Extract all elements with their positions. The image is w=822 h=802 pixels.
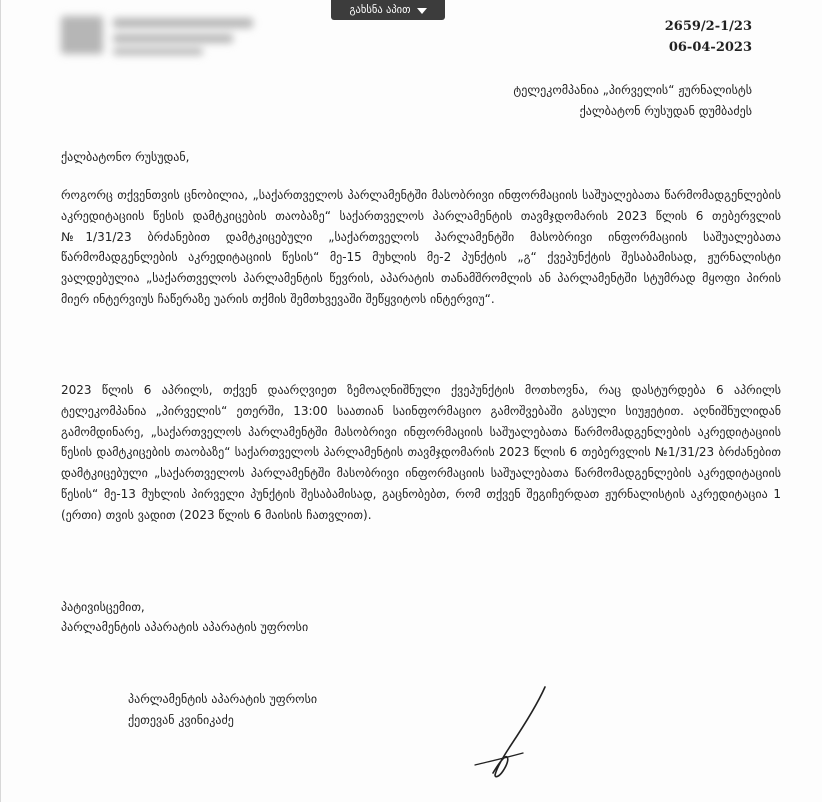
signatory-title: პარლამენტის აპარატის უფროსი	[128, 692, 318, 706]
body-paragraph-1: როგორც თქვენთვის ცნობილია, „საქართველოს პარლამენტში მასობრივი ინფორმაციის საშუალებათა წარმომადგენლების აკრედიტაციის წესის დამტკიცების თაობაზე“ საქართველოს პარლამენტის თავმჯდომარის 2023 წლის 6 თებერვლის №1/31/23 ბრძანებით დამტკიცებული „საქართველოს პარლამენტში მასობრივი ინფორმაციის საშუალებათა წარმომადგენლების აკრედიტაციის წესის“ მე-15 მუხლის მე-2 პუნქტის „გ“ ქვეპუნქტის შესაბამისად, ჟურნალისტი ვალდებულია „საქართველოს პარლამენტის წევრის, აპარატის თანამშრომლის ან პარლამენტში სტუმრად მყოფი პირის მიერ ინტერვიუს ჩაწერაზე უარის თქმის შემთხვევაში შეწყვიტოს ინტერვიუ“.	[61, 188, 781, 306]
body-paragraph-2: 2023 წლის 6 აპრილს, თქვენ დაარღვიეთ ზემოაღნიშნული ქვეპუნქტის მოთხოვნა, რაც დასტურდება 6 აპრილს ტელეკომპანია „პირველის“ ეთერში, 13:00 საათიან საინფორმაციო გამოშვებაში გასული სიუჟეტით. აღნიშნულიდან გამომდინარე, „საქართველოს პარლამენტში მასობრივი ინფორმაციის საშუალებათა წარმომადგენლების აკრედიტაციის წესის დამტკიცების თაობაზე“ საქართველოს პარლამენტის თავმჯდომარის 2023 წლის 6 თებერვლის №1/31/23 ბრძანებით დამტკიცებული „საქართველოს პარლამენტში მასობრივი ინფორმაციის საშუალებათა წარმომადგენლების აკრედიტაციის წესის“ მე-13 მუხლის პირველი პუნქტის შესაბამისად, გაცნობებთ, რომ თქვენ შეგიჩერდათ ჟურნალისტის აკრედიტაცია 1 (ერთი) თვის ვადით (2023 წლის 6 მაისის ჩათვლით).	[61, 383, 781, 522]
reference-block	[665, 16, 752, 58]
signatory-block	[128, 689, 317, 731]
salutation: ქალბატონო რუსუდან,	[61, 150, 190, 164]
reference-number: 2659/2-1/23	[664, 19, 752, 34]
recipient-line-2: ქალბატონ რუსუდან დუმბაძეს	[579, 104, 752, 118]
open-with-app-label: გახსნა აპით	[349, 4, 411, 16]
signatory-name: ქეთევან კვინიკაძე	[128, 713, 234, 727]
chevron-down-icon	[417, 8, 427, 14]
closing-position: პარლამენტის აპარატის აპარატის უფროსი	[61, 620, 309, 634]
blurred-logo	[61, 12, 261, 58]
recipient-block	[513, 80, 752, 122]
closing-regards: პატივისცემით,	[61, 600, 145, 614]
open-with-app-button[interactable]	[331, 0, 445, 20]
recipient-line-1: ტელეკომპანია „პირველის“ ჟურნალისტს	[513, 83, 752, 97]
handwritten-signature	[471, 683, 561, 783]
letter-date: 06-04-2023	[668, 40, 752, 55]
closing-block	[61, 597, 308, 637]
